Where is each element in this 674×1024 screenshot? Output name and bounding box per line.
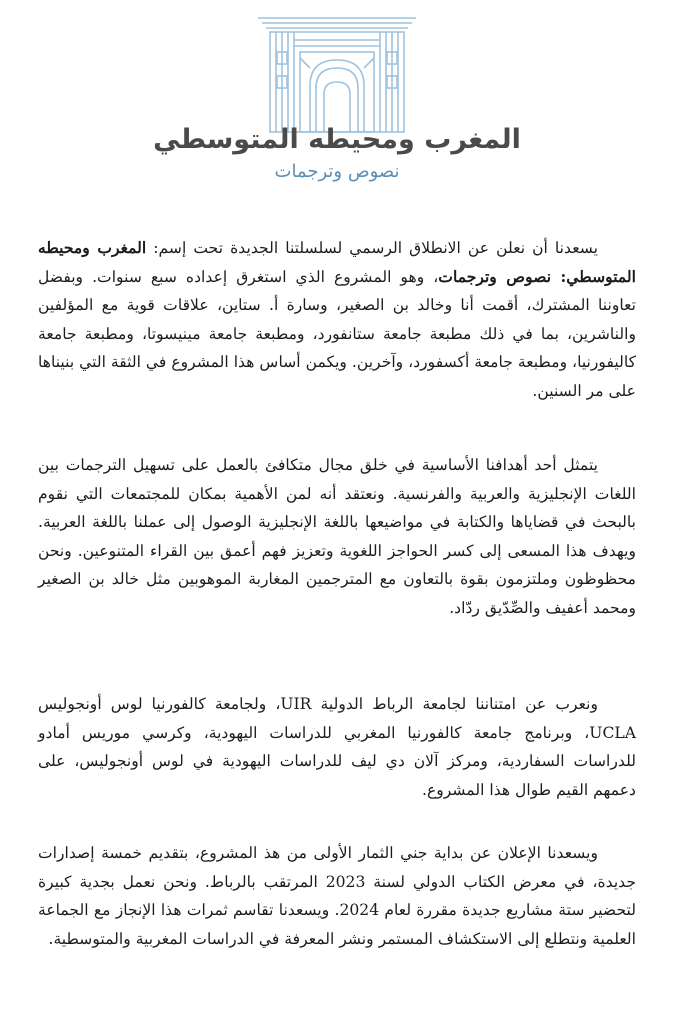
paragraph-3: ونعرب عن امتناننا لجامعة الرباط الدولية UIR، ولجامعة كالفورنيا لوس أونجوليس UCLA، وبرنامج جامعة كالفورنيا المغربي للدراسات اليهودية، وكرسي موريس أمادو للدراسات السفاردية، ومركز آلان دي ليف للدراسات اليهودية في لوس أونجوليس، على دعمهم القيم طوال هذا المشروع. (38, 695, 636, 799)
moroccan-gate-icon (252, 12, 422, 134)
header (0, 0, 674, 200)
paragraph-2: يتمثل أحد أهدافنا الأساسية في خلق مجال متكافئ بالعمل على تسهيل الترجمات بين اللغات الإنجليزية والعربية والفرنسية. ونعتقد أنه لمن الأهمية بمكان للمجتمعات التي نقوم بالبحث في قضاياها والكتابة في مواضيعها باللغة الإنجليزية الوصول إلى عملنا باللغة العربية. ويهدف هذا المسعى إلى كسر الحواجز اللغوية وتعزيز فهم أعمق بين القراء المتنوعين. ونحن محظوظون وملتزمون بقوة بالتعاون مع المترجمين المغاربة الموهوبين مثل خالد بن الصغير ومحمد أعفيف والصِّدّيق ردّاد. (38, 456, 636, 617)
brand-subtitle: نصوص وترجمات (274, 161, 400, 182)
brand-title: المغرب ومحيطه المتوسطي (153, 124, 521, 155)
paragraph-4: ويسعدنا الإعلان عن بداية جني الثمار الأولى من هذ المشروع، بتقديم خمسة إصدارات جديدة، في معرض الكتاب الدولي لسنة 2023 المرتقب بالرباط. ونحن نعمل بجدية كبيرة لتحضير ستة مشاريع جديدة مقررة لعام 2024. ويسعدنا تقاسم ثمرات هذا الإنجاز مع الجماعة العلمية ونتطلع إلى الاستكشاف المستمر ونشر المعرفة في الدراسات المغربية والمتوسطية. (38, 844, 637, 948)
paragraph-1-intro: يسعدنا أن نعلن عن الانطلاق الرسمي لسلسلتنا الجديدة تحت إسم: (146, 239, 598, 257)
series-name: المغرب ومحيطه المتوسطي: نصوص وترجمات (38, 238, 636, 286)
paragraph-1-rest: ، وهو المشروع الذي استغرق إعداده سبع سنوات. وبفضل تعاوننا المشترك، أقمت أنا وخالد بن الصغير، وسارة أ. ستاين، علاقات قوية مع المؤلفين والناشرين، بما في ذلك مطبعة جامعة ستانفورد، ومطبعة جامعة مينيسوتا، ومطبعة جامعة كاليفورنيا، ومطبعة جامعة أكسفورد، وآخرين. ويكمن أساس هذا المشروع في الثقة التي بنيناها على مر السنين. (38, 267, 636, 400)
paragraph-1 (38, 234, 636, 406)
